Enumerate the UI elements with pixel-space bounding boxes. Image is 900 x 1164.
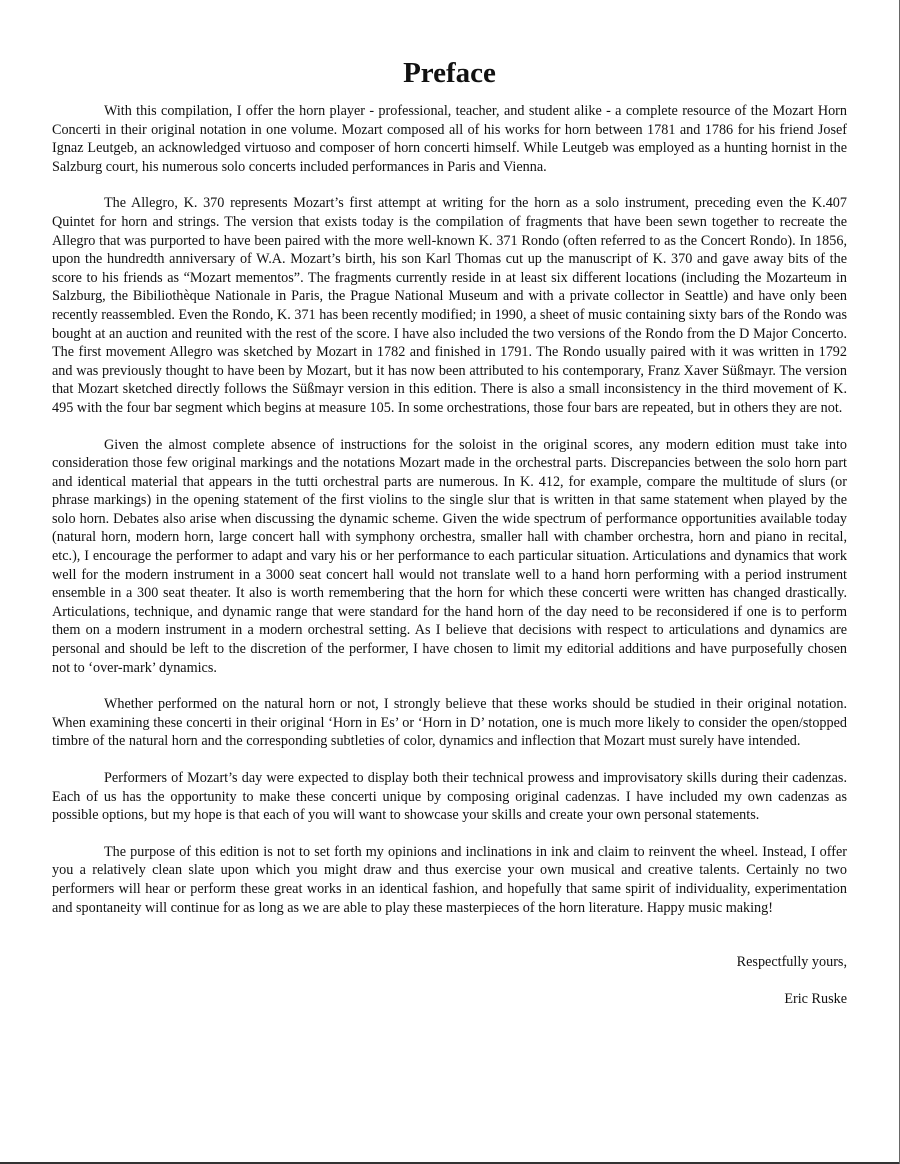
paragraph-6: The purpose of this edition is not to set forth my opinions and inclinations in ink and claim to reinvent the wheel. Instead, I offer you a relatively clean slate upon which you might draw and thus exercise your own musical and creative talents. Certainly no two performers will hear or perform these great works in an identical fashion, and hopefully that same spirit of individuality, experimentation and spontaneity will continue for as long as we are able to play these masterpieces of the horn literature. Happy music making! — [52, 843, 847, 916]
signature-name: Eric Ruske — [784, 990, 847, 1007]
paragraph-2: The Allegro, K. 370 represents Mozart’s first attempt at writing for the horn as a solo instrument, preceding even the K.407 Quintet for horn and strings. The version that exists today is the compilation of fragments that have been sewn together to recreate the Allegro that was purported to have been paired with the more well-known K. 371 Rondo (often referred to as the Concert Rondo). In 1856, upon the hundredth anniversary of W.A. Mozart’s birth, his son Karl Thomas cut up the manuscript of K. 370 and gave away bits of the score to his friends as “Mozart mementos”. The fragments currently reside in at least six different locations (including the Mozarteum in Salzburg, the Bibiliothèque Nationale in Paris, the Prague National Museum and with a private collector in Seattle) and have only been recently reassembled. Even the Rondo, K. 371 has been recently modified; in 1990, a sheet of music containing sixty bars of the Rondo was bought at an auction and reunited with the rest of the score. I have also included the two versions of the Rondo from the D Major Concerto. The first movement Allegro was sketched by Mozart in 1782 and finished in 1791. The Rondo usually paired with it was written in 1792 and was previously thought to have been by Mozart, but it has now been attributed to his contemporary, Franz Xaver Süßmayr. The version that Mozart sketched directly follows the Süßmayr version in this edition. There is also a small inconsistency in the third movement of K. 495 with the four bar segment which begins at measure 105. In some orchestrations, those four bars are repeated, but in others they are not. — [52, 195, 847, 416]
paragraph-3: Given the almost complete absence of instructions for the soloist in the original scores, any modern edition must take into consideration those few original markings and the notations Mozart made in the orchestral parts. Discrepancies between the solo horn part and identical material that appears in the tutti orchestral parts are numerous. In K. 412, for example, compare the multitude of slurs (or phrase markings) in the opening statement of the first violins to the single slur that is written in that same statement when played by the solo horn. Debates also arise when discussing the dynamic scheme. Given the wide spectrum of performance opportunities available today (natural horn, modern horn, large concert hall with symphony orchestra, smaller hall with chamber orchestra, horn and piano in recital, etc.), I encourage the performer to adapt and vary his or her performance to each particular situation. Articulations and dynamics that work well for the modern instrument in a 3000 seat concert hall would not translate well to a hand horn performing with a period instrument ensemble in a 300 seat theater. It also is worth remembering that the horn for which these concerti were written has changed drastically. Articulations, technique, and dynamic range that were standard for the hand horn of the day need to be reconsidered if one is to perform them on a modern instrument in a modern orchestral setting. As I believe that decisions with respect to articulations and dynamics are personal and should be left to the discretion of the performer, I have chosen to limit my editorial additions and have purposefully chosen not to ‘over-mark’ dynamics. — [52, 436, 847, 676]
page-title: Preface — [403, 57, 496, 89]
paragraph-1: With this compilation, I offer the horn player - professional, teacher, and student alike - a complete resource of the Mozart Horn Concerti in their original notation in one volume. Mozart composed all of his works for horn between 1781 and 1786 for his friend Josef Ignaz Leutgeb, an acknowledged virtuoso and composer of horn concerti himself. While Leutgeb was employed as a hunting hornist in the Salzburg court, his numerous solo concerts included performances in Paris and Vienna. — [52, 103, 847, 175]
paragraph-4: Whether performed on the natural horn or not, I strongly believe that these works should be studied in their original notation. When examining these concerti in their original ‘Horn in Es’ or ‘Horn in D’ notation, one is much more likely to consider the open/stopped timbre of the natural horn and the corresponding subtleties of color, dynamics and inflection that Mozart must surely have intended. — [52, 696, 847, 750]
paragraph-5: Performers of Mozart’s day were expected to display both their technical prowess and improvisatory skills during their cadenzas. Each of us has the opportunity to make these concerti unique by composing original cadenzas. I have included my own cadenzas as possible options, but my hope is that each of you will want to showcase your skills and create your own personal statements. — [52, 770, 847, 824]
document-page — [52, 56, 847, 1008]
closing-line: Respectfully yours, — [736, 954, 847, 971]
